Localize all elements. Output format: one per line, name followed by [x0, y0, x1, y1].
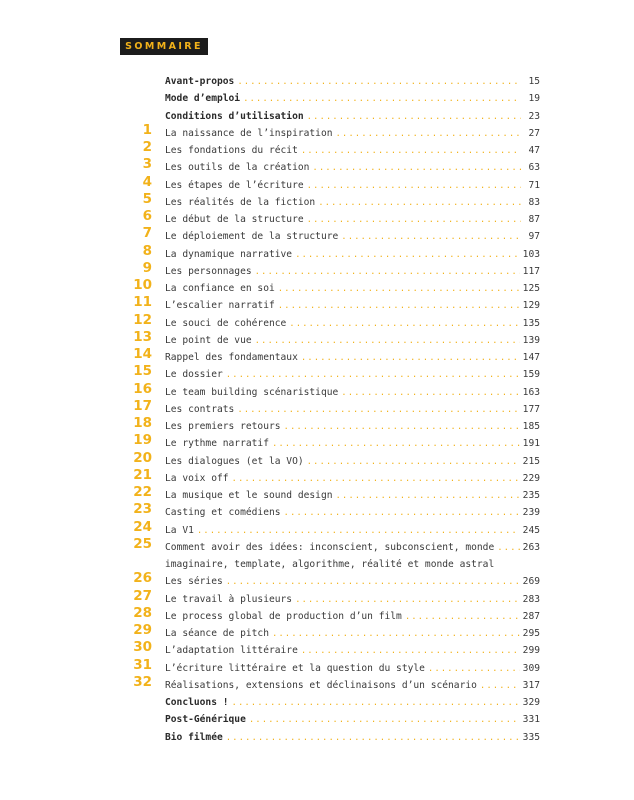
chapter-title: Le team building scénaristique [165, 386, 339, 398]
toc-line [165, 263, 540, 281]
chapter-number: 26 [133, 570, 152, 587]
dot-leader [307, 454, 520, 471]
page-number: 117 [522, 265, 540, 277]
toc-entry[interactable] [0, 277, 634, 297]
dot-leader [232, 471, 520, 488]
toc-entry[interactable] [0, 518, 634, 539]
toc-entry[interactable] [0, 694, 634, 711]
toc-entry[interactable] [0, 729, 634, 746]
chapter-number: 16 [133, 380, 152, 397]
chapter-title: Le début de la structure [165, 214, 304, 225]
page-number: 229 [522, 472, 540, 484]
chapter-title: Le rythme narratif [165, 438, 269, 450]
toc-entry[interactable] [0, 604, 634, 625]
toc-line [165, 660, 540, 678]
dot-leader [249, 712, 520, 729]
page-number: 239 [522, 507, 540, 519]
toc-line [165, 228, 540, 246]
page-number: 335 [522, 731, 540, 743]
page-number: 283 [522, 593, 540, 605]
chapter-title: L’adaptation littéraire [165, 645, 298, 657]
toc-line [165, 418, 540, 436]
chapter-title: Les réalités de la fiction [165, 196, 316, 208]
chapter-title: Le travail à plusieurs [165, 593, 293, 605]
page-number: 23 [528, 110, 540, 122]
chapter-title: La séance de pitch [165, 628, 269, 639]
chapter-title: L’écriture littéraire et la question du style [165, 662, 425, 674]
toc-line [165, 211, 540, 229]
toc-entry[interactable] [0, 225, 634, 245]
chapter-number: 17 [133, 397, 152, 414]
toc-line [165, 90, 540, 108]
chapter-title: Comment avoir des idées: inconscient, subconscient, monde [165, 541, 495, 553]
toc-line [165, 435, 540, 453]
chapter-number: 20 [133, 449, 152, 466]
page-number: 147 [522, 352, 540, 363]
dot-leader [295, 592, 520, 609]
chapter-number: 19 [133, 432, 152, 449]
page-number: 235 [522, 490, 540, 501]
chapter-number: 11 [133, 294, 152, 311]
page-number: 71 [528, 179, 540, 191]
chapter-title: Post-Générique [165, 714, 246, 726]
chapter-title: Le point de vue [165, 334, 252, 346]
chapter-title: L’escalier narratif [165, 300, 275, 312]
chapter-title: Le dossier [165, 369, 223, 381]
dot-leader [289, 316, 519, 333]
dot-leader [307, 109, 521, 126]
page-number: 125 [522, 283, 540, 294]
dot-leader [237, 74, 521, 91]
chapter-title: La dynamique narrative [165, 248, 293, 260]
page-number: 299 [522, 645, 540, 657]
toc-entry[interactable] [0, 587, 634, 608]
chapter-number: 15 [133, 363, 152, 380]
chapter-title: La naissance de l’inspiration [165, 127, 333, 139]
toc-line [165, 125, 540, 143]
chapter-title: Les dialogues (et la VO) [165, 455, 304, 467]
toc-line [165, 470, 540, 488]
page-number: 329 [522, 697, 540, 708]
page-number: 83 [528, 196, 540, 208]
page-number: 159 [522, 369, 540, 381]
page-number: 287 [522, 610, 540, 622]
toc-line [165, 159, 540, 177]
chapter-title: La musique et le sound design [165, 490, 333, 501]
dot-leader [284, 419, 520, 436]
page-number: 15 [528, 76, 540, 87]
section-title: SOMMAIRE [120, 38, 208, 55]
page-number: 135 [522, 317, 540, 329]
toc-entry[interactable] [0, 259, 634, 280]
chapter-number: 4 [142, 173, 152, 190]
toc-entry[interactable] [0, 108, 634, 125]
page-number: 263 [522, 541, 540, 553]
dot-leader [301, 143, 521, 160]
dot-leader [284, 505, 520, 522]
toc-line [165, 366, 540, 384]
chapter-title: Rappel des fondamentaux [165, 352, 298, 363]
page-number: 163 [522, 386, 540, 398]
chapter-number: 10 [133, 277, 152, 293]
page-number: 191 [522, 438, 540, 450]
chapter-number: 25 [133, 535, 152, 552]
toc-entry[interactable] [0, 639, 634, 659]
toc-line [165, 280, 540, 298]
toc-line [165, 591, 540, 609]
toc-line [165, 677, 540, 695]
toc-line [165, 504, 540, 522]
dot-leader [307, 178, 521, 195]
chapter-title: Les outils de la création [165, 162, 310, 174]
chapter-number: 3 [142, 156, 152, 173]
dot-leader [278, 281, 520, 298]
dot-leader [318, 195, 521, 212]
dot-leader [278, 298, 520, 315]
chapter-number: 28 [133, 604, 152, 621]
chapter-number: 18 [133, 415, 152, 431]
toc-entry[interactable] [0, 294, 634, 314]
page-number: 63 [528, 162, 540, 174]
dot-leader [295, 247, 520, 264]
toc-entry[interactable] [0, 570, 634, 590]
page-number: 331 [522, 714, 540, 726]
toc-entry[interactable] [0, 121, 634, 142]
toc-line [165, 194, 540, 212]
toc-entry[interactable] [0, 208, 634, 228]
page-number: 19 [528, 93, 540, 105]
dot-leader [301, 643, 520, 660]
toc-line [165, 332, 540, 350]
dot-leader [405, 609, 520, 626]
chapter-number: 23 [133, 501, 152, 518]
dot-leader [232, 695, 520, 712]
toc-line [165, 453, 540, 471]
chapter-title: Les personnages [165, 265, 252, 277]
toc-entry[interactable] [0, 711, 634, 728]
page-number: 317 [522, 679, 540, 691]
toc-entry[interactable] [0, 449, 634, 470]
dot-leader [272, 436, 520, 453]
toc-line [165, 487, 540, 505]
chapter-number: 31 [133, 656, 152, 673]
chapter-title: Conditions d’utilisation [165, 110, 304, 122]
toc-entry[interactable] [0, 139, 634, 159]
chapter-title: Le souci de cohérence [165, 317, 287, 329]
toc-line [165, 608, 540, 626]
toc-entry[interactable] [0, 346, 634, 366]
chapter-number: 22 [133, 484, 152, 500]
chapter-title: Les premiers retours [165, 421, 281, 432]
chapter-number: 2 [142, 139, 152, 155]
toc-line [165, 177, 540, 195]
chapter-title: Casting et comédiens [165, 507, 281, 519]
toc-line [165, 315, 540, 333]
dot-leader [226, 730, 520, 747]
page-number: 309 [522, 662, 540, 674]
chapter-number: 24 [133, 518, 152, 535]
toc-entry[interactable] [0, 156, 634, 176]
toc-line [165, 384, 540, 402]
table-of-contents [0, 73, 634, 746]
page-number: 295 [522, 628, 540, 639]
toc-line [165, 246, 540, 264]
chapter-title: Réalisations, extensions et déclinaisons d’un scénario [165, 679, 477, 691]
chapter-title: Les contrats [165, 403, 235, 415]
toc-line [165, 108, 540, 126]
chapter-number: 29 [133, 622, 152, 638]
toc-entry[interactable] [0, 311, 634, 332]
chapter-number: 12 [133, 311, 152, 328]
toc-line [165, 73, 540, 91]
page-number: 103 [522, 248, 540, 260]
dot-leader [307, 212, 521, 229]
dot-leader [341, 229, 521, 246]
chapter-title: Les étapes de l’écriture [165, 179, 304, 191]
toc-entry[interactable] [0, 90, 634, 107]
toc-entry[interactable] [0, 673, 634, 694]
dot-leader [197, 523, 520, 540]
dot-leader [336, 488, 520, 505]
toc-line [165, 711, 540, 729]
dot-leader [272, 626, 520, 643]
toc-entry[interactable] [0, 484, 634, 504]
toc-line [165, 694, 540, 712]
toc-entry[interactable] [0, 501, 634, 521]
toc-line [165, 349, 540, 367]
page-number: 139 [522, 334, 540, 346]
dot-leader [336, 126, 521, 143]
toc-line [165, 297, 540, 315]
toc-entry[interactable] [0, 656, 634, 677]
dot-leader [255, 333, 520, 350]
dot-leader [341, 385, 519, 402]
chapter-number: 5 [142, 190, 152, 207]
chapter-title: Bio filmée [165, 731, 223, 743]
toc-entry[interactable] [0, 190, 634, 211]
page-number: 97 [528, 231, 540, 243]
chapter-title: Le déploiement de la structure [165, 231, 339, 243]
toc-entry[interactable] [0, 73, 634, 90]
toc-line [165, 142, 540, 160]
chapter-title: La voix off [165, 472, 229, 484]
chapter-number: 32 [133, 673, 152, 690]
page-number: 129 [522, 300, 540, 312]
dot-leader [301, 350, 520, 367]
toc-entry[interactable] [0, 363, 634, 383]
toc-entry[interactable] [0, 415, 634, 435]
chapter-number: 8 [142, 242, 152, 259]
chapter-number: 9 [142, 259, 152, 276]
toc-entry[interactable] [0, 173, 634, 194]
dot-leader [497, 540, 519, 557]
dot-leader [480, 678, 520, 695]
toc-entry[interactable] [0, 466, 634, 487]
page-number: 269 [522, 576, 540, 588]
chapter-number: 6 [142, 208, 152, 224]
chapter-number: 27 [133, 587, 152, 604]
toc-line [165, 573, 540, 591]
dot-leader [243, 91, 521, 108]
chapter-title: Avant-propos [165, 76, 235, 87]
page-number: 47 [528, 145, 540, 156]
dot-leader [226, 367, 520, 384]
toc-entry[interactable] [0, 535, 634, 574]
chapter-number: 14 [133, 346, 152, 362]
toc-line [165, 642, 540, 660]
toc-entry[interactable] [0, 397, 634, 418]
dot-leader [237, 402, 519, 419]
toc-line [165, 401, 540, 419]
chapter-title-continuation: imaginaire, template, algorithme, réalité et monde astral [165, 559, 495, 570]
dot-leader [428, 661, 520, 678]
chapter-title: Les séries [165, 576, 223, 588]
chapter-number: 7 [142, 225, 152, 242]
page-number: 87 [528, 214, 540, 225]
chapter-title: Les fondations du récit [165, 145, 298, 156]
page-number: 27 [528, 127, 540, 139]
page-number: 185 [522, 421, 540, 432]
page-number: 215 [522, 455, 540, 467]
toc-line [165, 539, 540, 557]
toc-entry[interactable] [0, 328, 634, 349]
chapter-title: Le process global de production d’un film [165, 610, 402, 622]
chapter-title: La confiance en soi [165, 283, 275, 294]
dot-leader [226, 574, 520, 591]
chapter-number: 30 [133, 639, 152, 656]
dot-leader [312, 160, 521, 177]
toc-entry[interactable] [0, 432, 634, 452]
chapter-title: Mode d’emploi [165, 93, 241, 105]
chapter-title: Concluons ! [165, 697, 229, 708]
toc-line [165, 522, 540, 540]
chapter-number: 13 [133, 328, 152, 345]
dot-leader [255, 264, 520, 281]
page-number: 245 [522, 524, 540, 536]
toc-entry[interactable] [0, 622, 634, 642]
toc-entry[interactable] [0, 242, 634, 263]
chapter-number: 1 [142, 121, 152, 138]
toc-entry[interactable] [0, 380, 634, 401]
toc-line [165, 625, 540, 643]
chapter-title: La V1 [165, 524, 194, 536]
page-number: 177 [522, 403, 540, 415]
chapter-number: 21 [133, 466, 152, 483]
toc-line [165, 729, 540, 747]
